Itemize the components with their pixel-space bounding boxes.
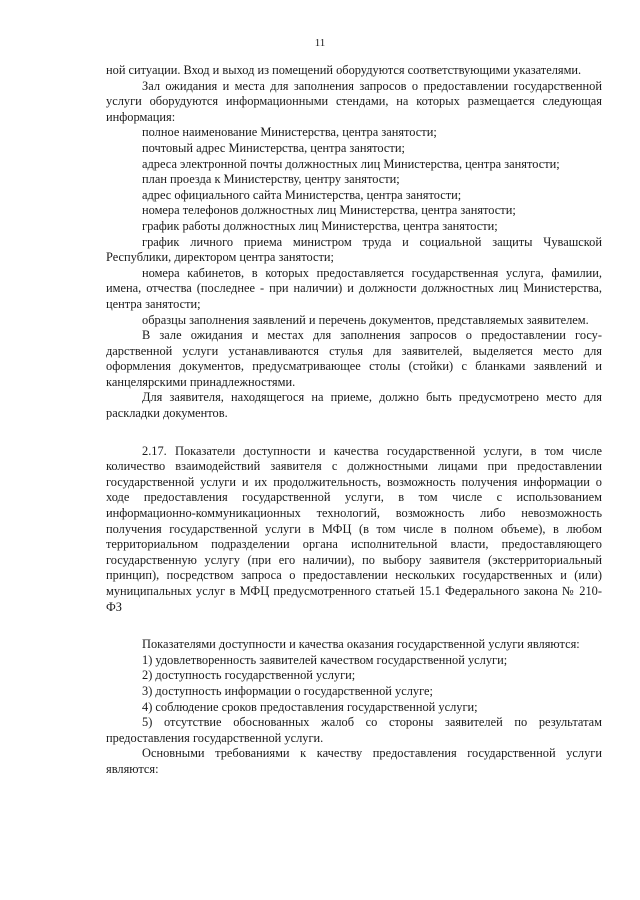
- paragraph: 2) доступность государственной услуги;: [142, 668, 356, 683]
- paragraph: 3) доступность информации о государственной услуге;: [142, 683, 433, 698]
- paragraph: план проезда к Министерству, центру занятости;: [142, 172, 400, 187]
- paragraph: график личного приема министром труда и социальной защиты Чувашской Республики, директором центра занятости;: [106, 234, 602, 265]
- document-body: [106, 63, 602, 778]
- paragraph: Для заявителя, находящегося на приеме, должно быть предусмотрено место для раскладки документов.: [106, 390, 602, 421]
- paragraph: 1) удовлетворенность заявителей качеством государственной услуги;: [142, 652, 508, 667]
- paragraph: В зале ожидания и местах для заполнения запросов о предоставлении государственной услуги устанавливаются стулья для заявителей, выделяется место для оформления документов, предусматривающее столы (стойки) с бланками заявлений и канцелярскими принадлежностями.: [106, 328, 602, 389]
- paragraph: адреса электронной почты должностных лиц Министерства, центра занятости;: [142, 156, 560, 171]
- paragraph: почтовый адрес Министерства, центра занятости;: [142, 140, 405, 155]
- paragraph: номера кабинетов, в которых предоставляется государственная услуга, фамилии, имена, отчества (последнее - при наличии) и должности должностных лиц Министерства, центра занятости;: [106, 265, 602, 311]
- page-number: 11: [314, 37, 326, 49]
- paragraph: Зал ожидания и места для заполнения запросов о предоставлении государственной услуги оборудуются информационными стендами, на которых размещается следующая информация:: [106, 78, 602, 124]
- paragraph: номера телефонов должностных лиц Министерства, центра занятости;: [142, 203, 516, 218]
- paragraph: 2.17. Показатели доступности и качества государственной услуги, в том числе количество взаимодействий заявителя с должностными лицами при предоставлении государственной услуги и их продолжительность, возможность получения информации о ходе предоставления государственной услуги, в том числе с использованием информационно-коммуникационных технологий, возможность либо невозможность получения государственной услуги в МФЦ (в том числе в полном объеме), в любом территориальном подразделении органа исполнительной власти, предоставляющего государственную услугу (при его наличии), по выбору заявителя (экстерриториальный принцип), посредством запроса о предоставлении нескольких государственных и (или) муниципальных услуг в МФЦ предусмотренного статьей 15.1 Федерального закона № 210-ФЗ: [106, 443, 602, 614]
- paragraph: 4) соблюдение сроков предоставления государственной услуги;: [142, 699, 478, 714]
- paragraph: Основными требованиями к качеству предоставления государственной услуги являются:: [106, 746, 602, 776]
- paragraph: ной ситуации. Вход и выход из помещений оборудуются соответствующими указателями.: [106, 63, 582, 77]
- paragraph: Показателями доступности и качества оказания государственной услуги являются:: [142, 637, 580, 652]
- paragraph: полное наименование Министерства, центра занятости;: [142, 125, 437, 140]
- paragraph: образцы заполнения заявлений и перечень документов, представляемых заявителем.: [142, 312, 589, 327]
- paragraph: 5) отсутствие обоснованных жалоб со стороны заявителей по результатам предоставления государственной услуги.: [106, 715, 602, 745]
- paragraph: график работы должностных лиц Министерства, центра занятости;: [142, 218, 498, 233]
- paragraph: адрес официального сайта Министерства, центра занятости;: [142, 187, 462, 202]
